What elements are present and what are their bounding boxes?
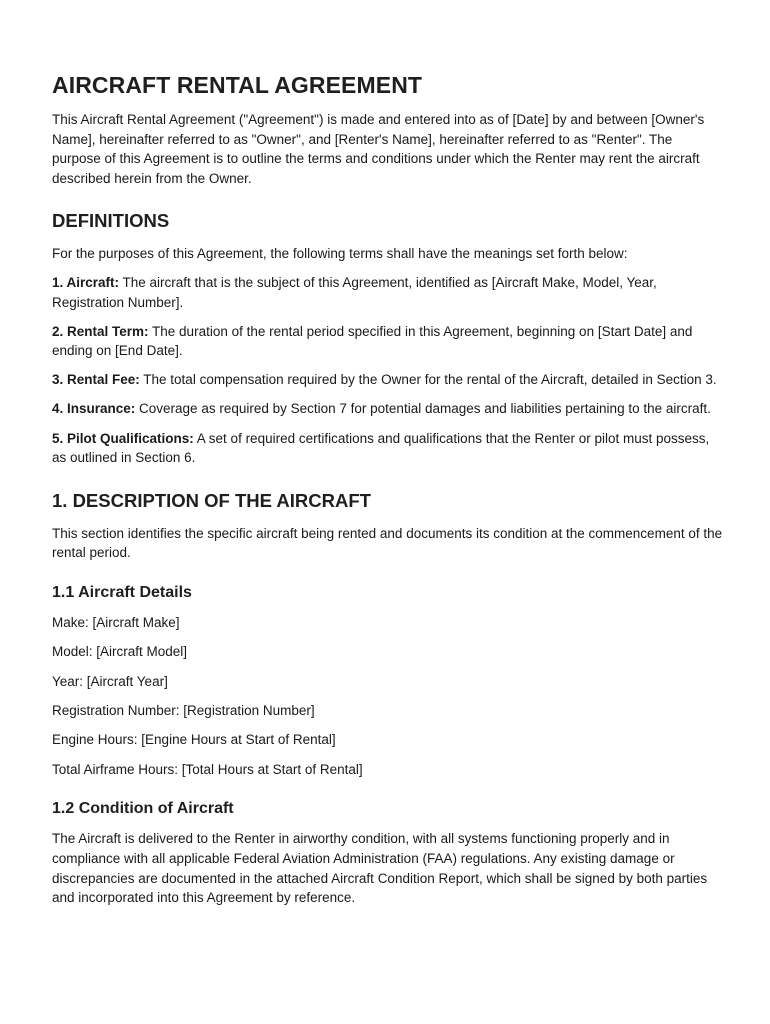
- definition-term: 3. Rental Fee:: [52, 372, 140, 388]
- detail-engine-hours: Engine Hours: [Engine Hours at Start of Rental]: [52, 732, 336, 748]
- document-page: [52, 70, 724, 917]
- section-1-heading: 1. DESCRIPTION OF THE AIRCRAFT: [52, 489, 371, 511]
- detail-airframe-hours: Total Airframe Hours: [Total Hours at Start of Rental]: [52, 761, 363, 777]
- definition-pilot-qualifications: [52, 429, 724, 468]
- definition-rental-term: [52, 322, 724, 361]
- detail-make: Make: [Aircraft Make]: [52, 614, 180, 630]
- document-title: AIRCRAFT RENTAL AGREEMENT: [52, 72, 423, 98]
- definition-term: 1. Aircraft:: [52, 274, 120, 290]
- detail-year: Year: [Aircraft Year]: [52, 673, 168, 689]
- definition-aircraft: [52, 273, 724, 312]
- definition-term: 2. Rental Term:: [52, 323, 149, 339]
- definition-text: The duration of the rental period specified in this Agreement, beginning on [Start Date] and ending on [End Date].: [52, 323, 693, 359]
- definition-text: Coverage as required by Section 7 for potential damages and liabilities pertaining to the aircraft.: [135, 401, 711, 417]
- definitions-heading: DEFINITIONS: [52, 210, 170, 232]
- condition-paragraph: The Aircraft is delivered to the Renter in airworthy condition, with all systems functioning properly and in compliance with all applicable Federal Aviation Administration (FAA) regulations. Any existing damage or discrepancies are documented in the attached Aircraft Condition Report, which shall be signed by both parties and incorporated into this Agreement by reference.: [52, 831, 708, 906]
- condition-heading: 1.2 Condition of Aircraft: [52, 800, 234, 818]
- definition-insurance: [52, 399, 724, 419]
- definition-text: The aircraft that is the subject of this Agreement, identified as [Aircraft Make, Model, Year, Registration Number].: [52, 274, 657, 310]
- detail-model: Model: [Aircraft Model]: [52, 644, 188, 660]
- definition-term: 5. Pilot Qualifications:: [52, 430, 194, 446]
- definition-rental-fee: [52, 370, 724, 390]
- definition-text: The total compensation required by the Owner for the rental of the Aircraft, detailed in Section 3.: [139, 372, 717, 388]
- definition-text: A set of required certifications and qualifications that the Renter or pilot must possess, as outlined in Section 6.: [52, 430, 710, 466]
- definitions-lead: For the purposes of this Agreement, the following terms shall have the meanings set forth below:: [52, 246, 628, 262]
- definition-term: 4. Insurance:: [52, 401, 136, 417]
- section-1-lead: This section identifies the specific aircraft being rented and documents its condition at the commencement of the rental period.: [52, 525, 723, 561]
- intro-paragraph: This Aircraft Rental Agreement ("Agreement") is made and entered into as of [Date] by and between [Owner's Name], hereinafter referred to as "Owner", and [Renter's Name], hereinafter referred to as "Renter". The purpose of this Agreement is to outline the terms and conditions under which the Renter may rent the aircraft described herein from the Owner.: [52, 112, 705, 186]
- aircraft-details-heading: 1.1 Aircraft Details: [52, 583, 192, 601]
- detail-registration-number: Registration Number: [Registration Number]: [52, 703, 315, 719]
